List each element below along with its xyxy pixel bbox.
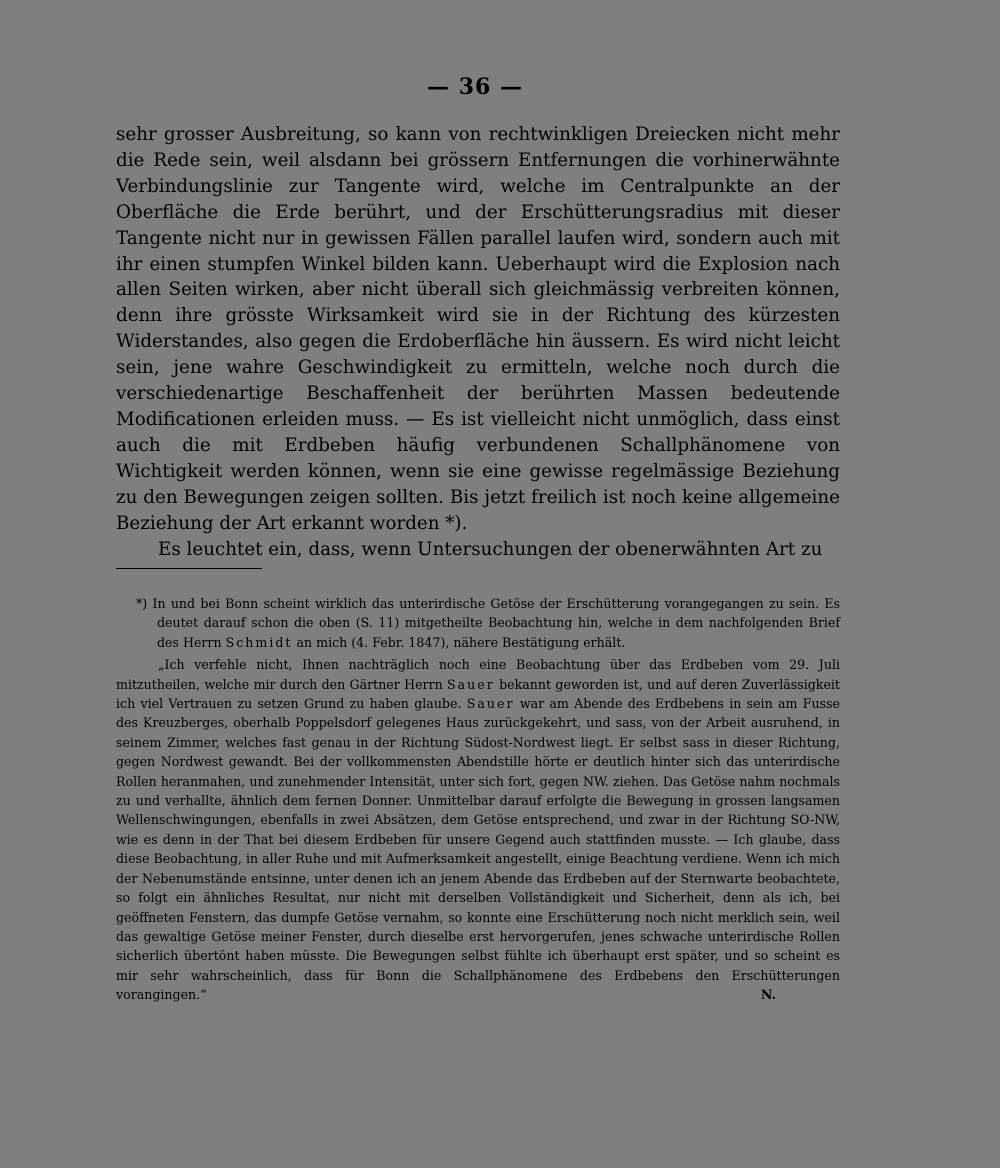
page-number: — 36 — <box>427 74 523 100</box>
footnote-intro-text-end: an mich (4. Febr. 1847), nähere Bestätigung erhält. <box>296 634 626 650</box>
footnote-intro-text: In und bei Bonn scheint wirklich das unterirdische Getöse der Erschütterung vorangegangen zu sein. Es deutet darauf schon die oben (S. 11) mitgetheilte Beobachtung hin, welche in dem nachfolgenden Brief des Herrn <box>152 596 840 650</box>
footnote-signature: N. <box>760 987 776 1003</box>
footnote-quote-part-2: bekannt geworden ist, und auf deren Zuverlässigkeit ich viel Vertrauen zu setzen Grund zu haben glaube. <box>116 676 840 712</box>
footnote-quote-part-1: „Ich verfehle nicht, Ihnen nachträglich noch eine Beobachtung über das Erdbeben vom 29. Juli mitzutheilen, welche mir durch den Gärtner Herrn <box>116 657 840 692</box>
footnote <box>116 594 840 1005</box>
footnote-marker: *) <box>136 596 148 611</box>
body-paragraph-2: Es leuchtet ein, dass, wenn Untersuchungen der obenerwähnten Art zu <box>158 538 823 560</box>
footnote-name-sauer-2: Sauer <box>466 696 515 712</box>
footnote-intro <box>116 594 840 652</box>
footnote-quote <box>116 655 840 1004</box>
footnote-quote-part-3: war am Abende des Erdbebens in sein am Fusse des Kreuzberges, oberhalb Poppelsdorf gelegenes Haus zurückgekehrt, und sass, von der Arbeit ausruhend, in seinem Zimmer, welches fast genau in der Richtung Südost-Nordwest liegt. Er selbst sass in dieser Richtung, gegen Nordwest gewandt. Bei der vollkommensten Abendstille hörte er deutlich hinter sich das unterirdische Rollen heranmahen, und zunehmender Intensität, unter sich fort, gegen NW. ziehen. Das Getöse nahm nochmals zu und verhallte, ähnlich dem fernen Donner. Unmittelbar darauf erfolgte die Bewegung in grossen langsamen Wellenschwingungen, ebenfalls in zwei Absätzen, dem Getöse entsprechend, und zwar in der Richtung SO-NW, wie es denn in der That bei diesem Erdbeben für unsere Gegend auch stattfinden musste. — Ich glaube, dass diese Beobachtung, in aller Ruhe und mit Aufmerksamkeit angestellt, einige Beachtung verdiene. Wenn ich mich der Nebenumstände entsinne, unter denen ich an jenem Abende das Erdbeben auf der Sternwarte beobachtete, so folgt ein ähnliches Resultat, nur nicht mit derselben Vollständigkeit und Sicherheit, denn als ich, bei geöffneten Fenstern, das dumpfe Getöse vernahm, so konnte eine Erschütterung noch nicht merklich sein, weil das gewaltige Getöse meiner Fenster, durch dieselbe erst hervorgerufen, jenes schwache unterirdische Rollen sicherlich übertönt haben müsste. Die Bewegungen selbst fühlte ich überhaupt erst später, und so scheint es mir sehr wahrscheinlich, dass für Bonn die Schallphänomene des Erdbebens den Erschütterungen vorangingen.“ <box>116 696 840 1003</box>
footnote-divider <box>116 568 262 569</box>
main-text <box>116 122 840 562</box>
body-paragraph-1: sehr grosser Ausbreitung, so kann von rechtwinkligen Dreiecken nicht mehr die Rede sein, weil alsdann bei grössern Entfernungen die vorhinerwähnte Verbindungslinie zur Tangente wird, welche im Centralpunkte an der Oberfläche die Erde berührt, und der Erschütterungsradius mit dieser Tangente nicht nur in gewissen Fällen parallel laufen wird, sondern auch mit ihr einen stumpfen Winkel bilden kann. Ueberhaupt wird die Explosion nach allen Seiten wirken, aber nicht überall sich gleichmässig verbreiten können, denn ihre grösste Wirksamkeit wird sie in der Richtung des kürzesten Widerstandes, also gegen die Erdoberfläche hin äussern. Es wird nicht leicht sein, jene wahre Geschwindigkeit zu ermitteln, welche noch durch die verschiedenartige Beschaffenheit der berührten Massen bedeutende Modificationen erleiden muss. — Es ist vielleicht nicht unmöglich, dass einst auch die mit Erdbeben häufig verbundenen Schallphänomene von Wichtigkeit werden können, wenn sie eine gewisse regelmässige Beziehung zu den Bewegungen zeigen sollten. Bis jetzt freilich ist noch keine allgemeine Beziehung der Art erkannt worden *). <box>116 124 840 534</box>
footnote-name-schmidt: Schmidt <box>225 634 293 650</box>
footnote-name-sauer-1: Sauer <box>447 676 495 692</box>
